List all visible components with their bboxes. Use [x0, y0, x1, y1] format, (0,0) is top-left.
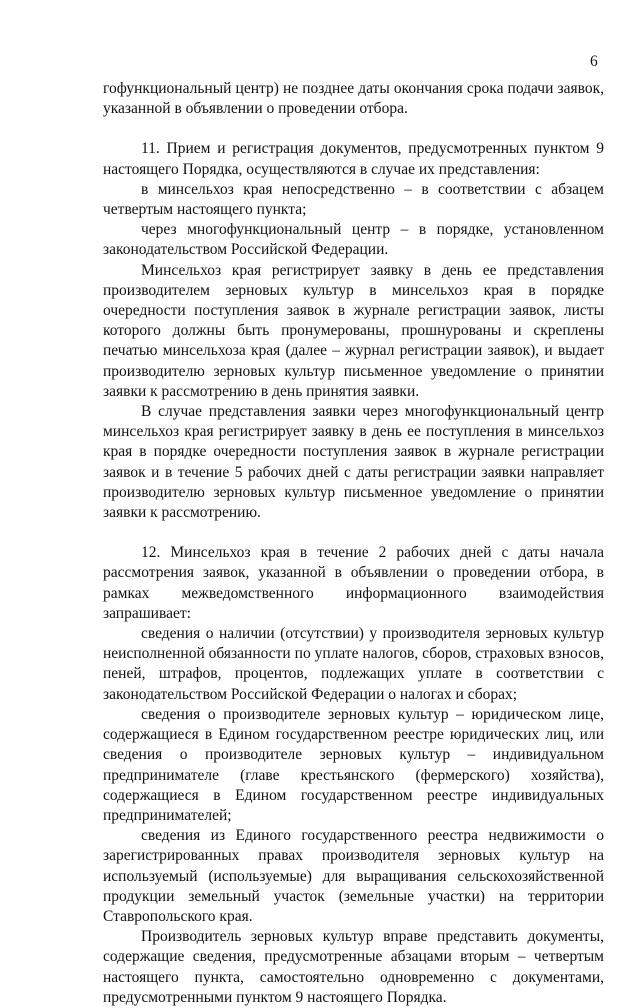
paragraph-mfc-registration: В случае представления заявки через многофункциональный центр минсельхоз края регистрирует заявку в день ее поступления в минсельхоз края в порядке очередности поступления заявок в журнале регистрации заявок и в течение 5 рабочих дней с даты регистрации заявки направляет производителю зерновых культур письменное уведомление о принятии заявки к рассмотрению. — [103, 403, 604, 522]
paragraph-mfc-submission: через многофункциональный центр – в порядке, установленном законодательством Российской Федерации. — [103, 221, 604, 259]
paragraph-tax-info: сведения о наличии (отсутствии) у производителя зерновых культур неисполненной обязанности по уплате налогов, сборов, страховых взносов, пеней, штрафов, процентов, подлежащих уплате в соответствии с законодательством Российской Федерации о налогах и сборах; — [103, 625, 604, 703]
page-number: 6 — [590, 53, 598, 70]
paragraph-registration: Минсельхоз края регистрирует заявку в день ее представления производителем зерновых культур в минсельхоз края в порядке очередности поступления заявок в журнале регистрации заявок, листы которого должны быть пронумерованы, прошнурованы и скреплены печатью минсельхоза края (далее – журнал регистрации заявок), и выдает производителю зерновых культур письменное уведомление о принятии заявки к рассмотрению в день принятия заявки. — [103, 261, 604, 400]
paragraph-direct-submission: в минсельхоз края непосредственно – в соответствии с абзацем четвертым настоящего пункта; — [103, 180, 604, 219]
paragraph-self-submission: Производитель зерновых культур вправе представить документы, содержащие сведения, предусмотренные абзацами вторым – четвертым настоящего пункта, самостоятельно одновременно с документами, предусмотренными пунктом 9 настоящего Порядка. — [103, 928, 604, 1006]
paragraph-continuation: гофункциональный центр) не позднее даты окончания срока подачи заявок, указанной в объявлении о проведении отбора. — [103, 80, 604, 118]
paragraph-real-estate-info: сведения из Единого государственного реестра недвижимости о зарегистрированных правах производителя зерновых культур на используемый (используемые) для выращивания сельскохозяйственной продукции земельный участок (земельные участки) на территории Ставропольского края. — [103, 827, 604, 925]
paragraph-registry-info: сведения о производителе зерновых культур – юридическом лице, содержащиеся в Едином государственном реестре юридических лиц, или сведения о производителе зерновых культур – индивидуальном предпринимателе (главе крестьянского (фермерского) хозяйства), содержащиеся в Едином государственном реестре индивидуальных предпринимателей; — [103, 705, 604, 824]
document-body — [103, 79, 604, 1008]
paragraph-section-12: 12. Минсельхоз края в течение 2 рабочих дней с даты начала рассмотрения заявок, указанной в объявлении о проведении отбора, в рамках межведомственного информационного взаимодействия запрашивает: — [103, 544, 604, 622]
paragraph-section-11: 11. Прием и регистрация документов, предусмотренных пунктом 9 настоящего Порядка, осуществляются в случае их представления: — [103, 140, 604, 178]
